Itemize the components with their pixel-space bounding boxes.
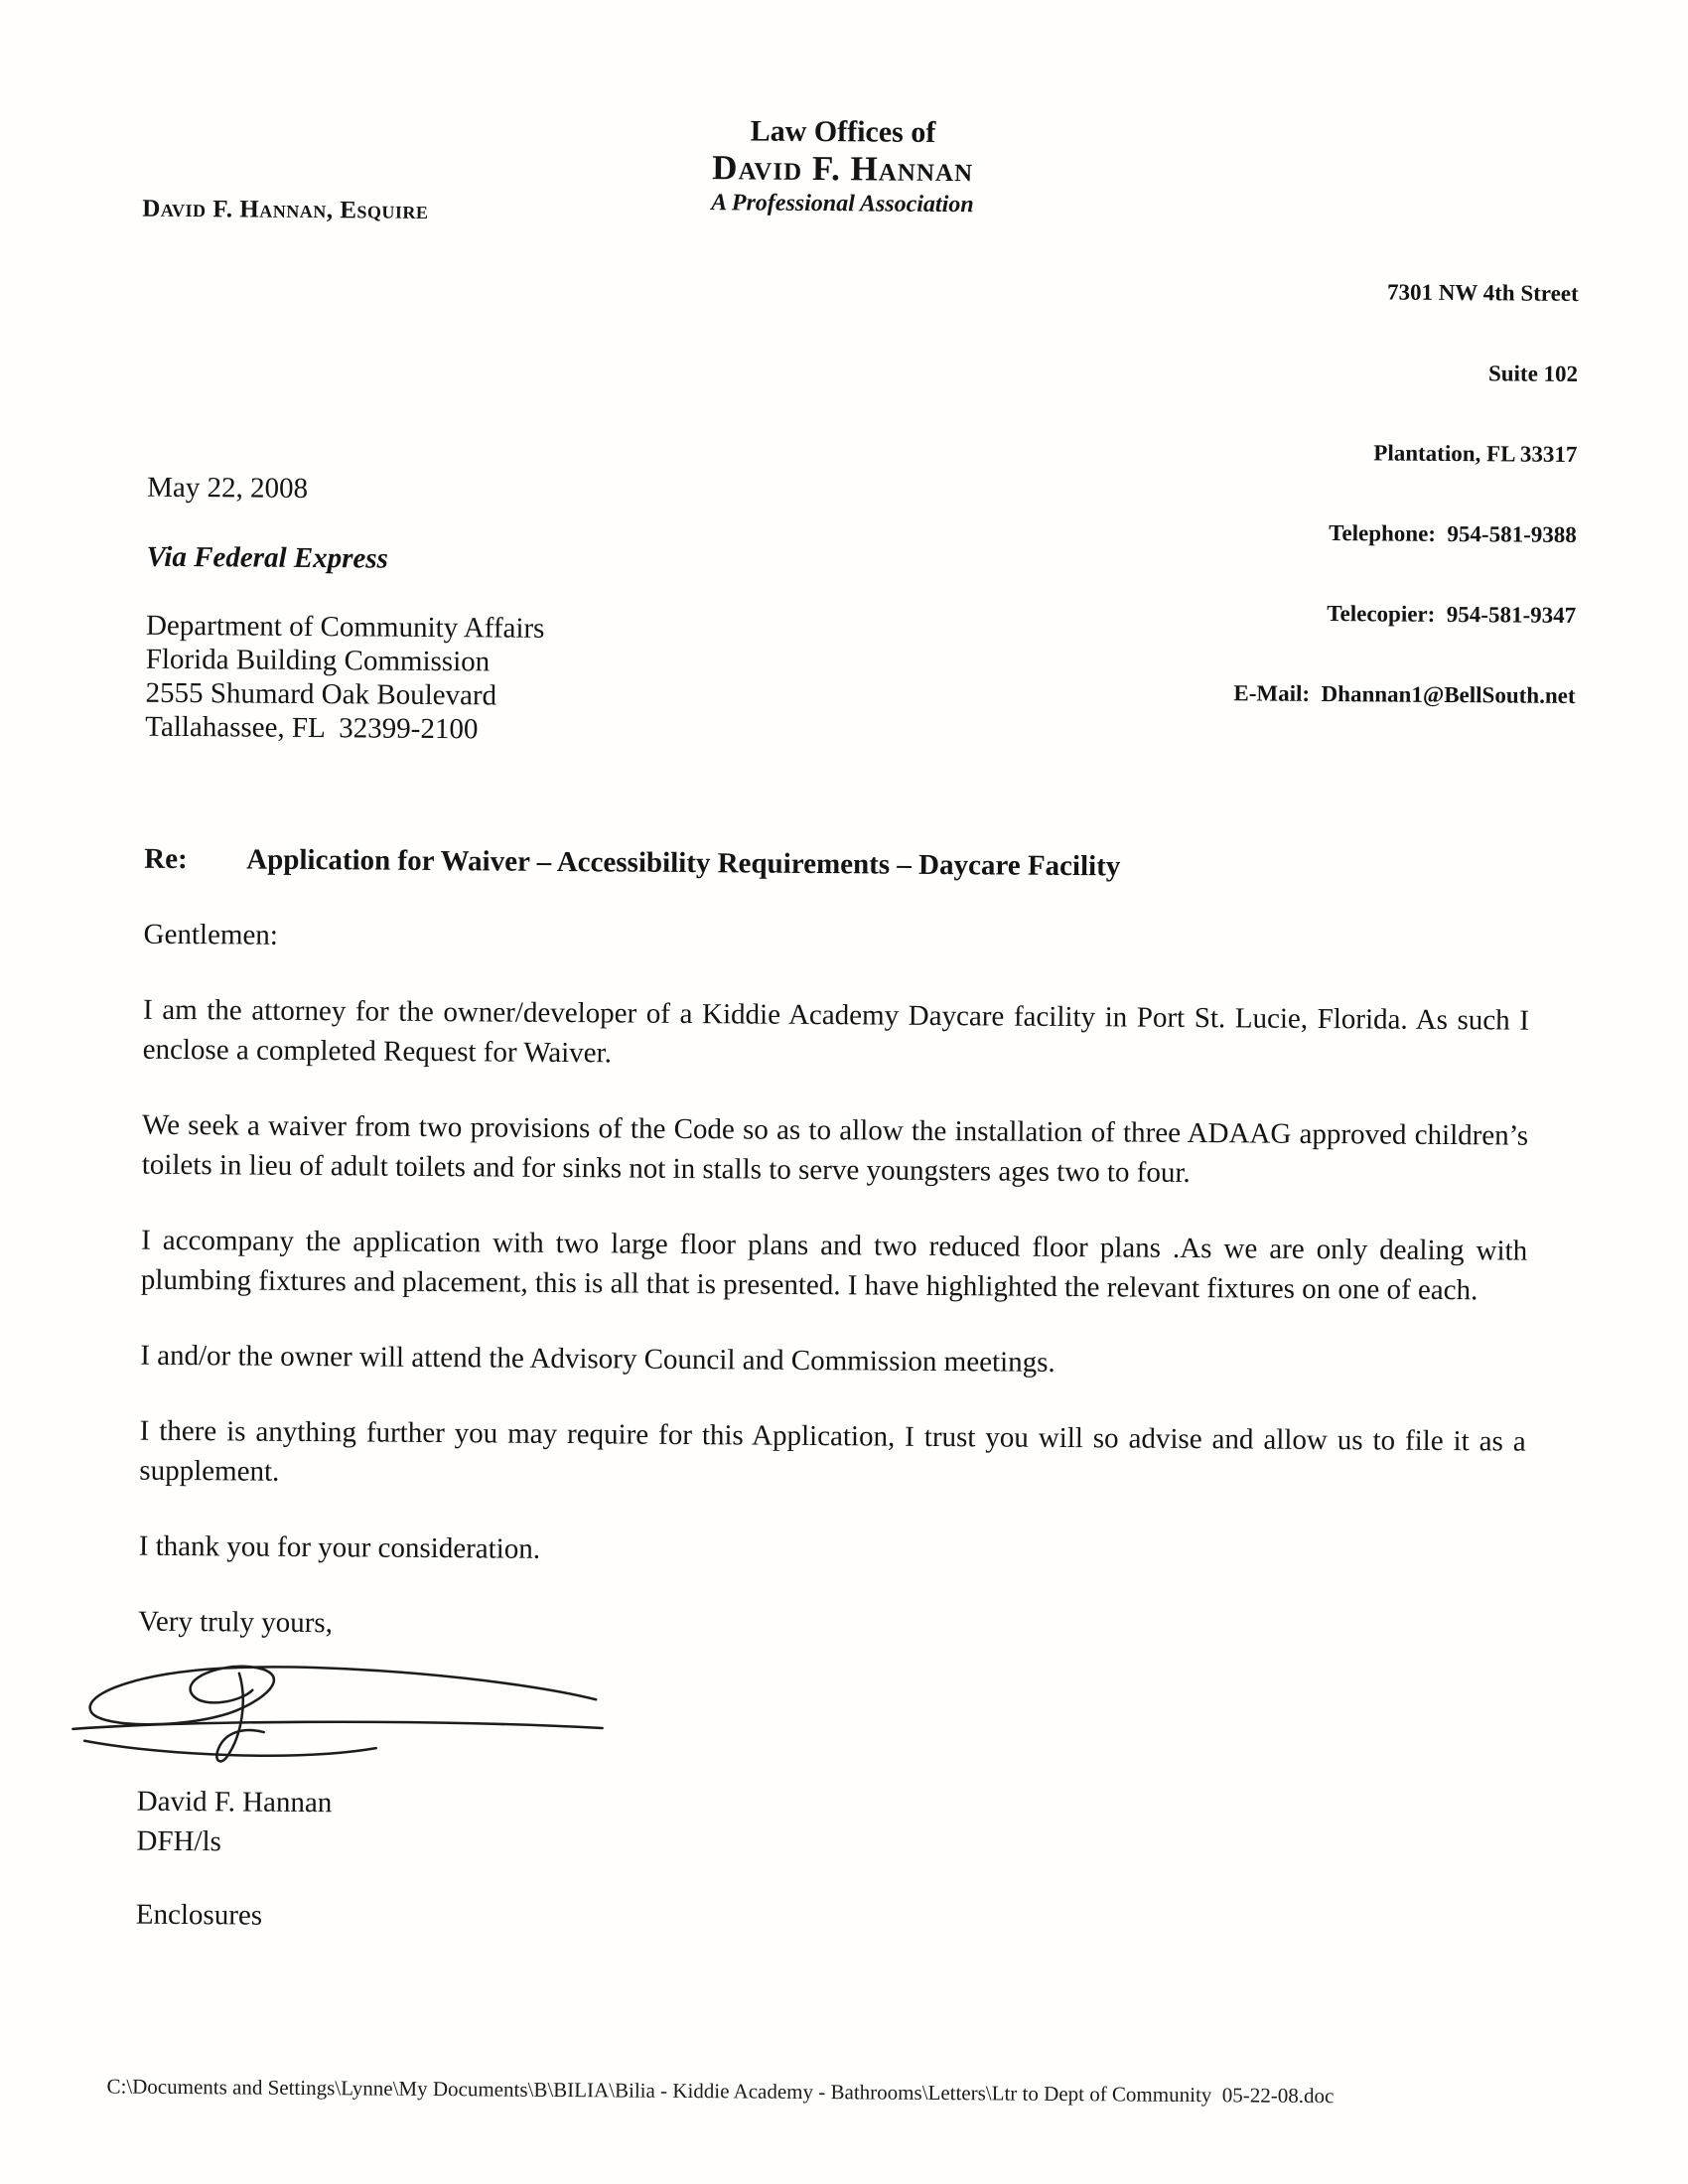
date-line: May 22, 2008 [147,471,309,505]
body-paragraph: We seek a waiver from two provisions of the Code so as to allow the installation of three ADAAG approved children’s toilets in lieu of adult toilets and for sinks not in stalls to serve youngsters ages two to four. [141,1108,1529,1189]
delivery-method: Via Federal Express [146,540,389,575]
address-line: 7301 NW 4th Street [1386,279,1579,307]
signature-scribble [8,1647,664,1786]
handwritten-signature [8,1647,1524,1793]
address-line: Suite 102 [1487,361,1579,387]
recipient-line: Department of Community Affairs [145,609,545,645]
recipient-line: 2555 Shumard Oak Boulevard [145,676,497,712]
letterhead-association-line: A Professional Association [711,190,974,218]
body-paragraph: I am the attorney for the owner/developer of a Kiddie Academy Daycare facility in Port St. Lucie, Florida. As such I enclose a completed Request for Waiver. [142,993,1530,1070]
recipient-line: Tallahassee, FL 32399-2100 [145,710,479,746]
recipient-address [145,609,1532,755]
closing-line: Very truly yours, [138,1605,334,1640]
letterhead-firm-name: David F. Hannan [712,148,974,190]
letterhead-attorney-name: David F. Hannan, Esquire [142,195,429,224]
letterhead-office-line: Law Offices of [750,114,936,149]
body-paragraph: I thank you for your consideration. [138,1529,541,1565]
re-subject: Application for Waiver – Accessibility Requirements – Daycare Facility [246,843,1121,883]
address-line: Plantation, FL 33317 [1373,440,1578,468]
enclosures-note: Enclosures [135,1898,263,1932]
recipient-line: Florida Building Commission [145,643,491,678]
address-line: E-Mail: Dhannan1@BellSouth.net [1233,680,1576,709]
salutation: Gentlemen: [143,918,279,951]
letter-body [136,468,1534,1946]
body-paragraph: I there is anything further you may require for this Application, I trust you will so advise and allow us to file it as a supplement. [139,1414,1526,1488]
address-line: Telephone: 954-581-9388 [1329,520,1577,548]
body-paragraph: I accompany the application with two large floor plans and two reduced floor plans .As we are only dealing with plumbing fixtures and placement, this is all that is presented. I have highlighted the relevant fixtures on one of each. [140,1224,1528,1307]
document-file-path: C:\Documents and Settings\Lynne\My Documents\B\BILIA\Bilia - Kiddie Academy - Bathrooms\Letters\Ltr to Dept of Community 05-22-08.doc [106,2074,1335,2109]
re-label: Re: [144,842,188,876]
body-paragraph: I and/or the owner will attend the Advisory Council and Commission meetings. [140,1339,1055,1379]
address-line: Telecopier: 954-581-9347 [1327,601,1577,629]
signer-name: David F. Hannan [136,1785,333,1820]
reference-initials: DFH/ls [136,1824,221,1858]
re-line [144,839,1530,890]
